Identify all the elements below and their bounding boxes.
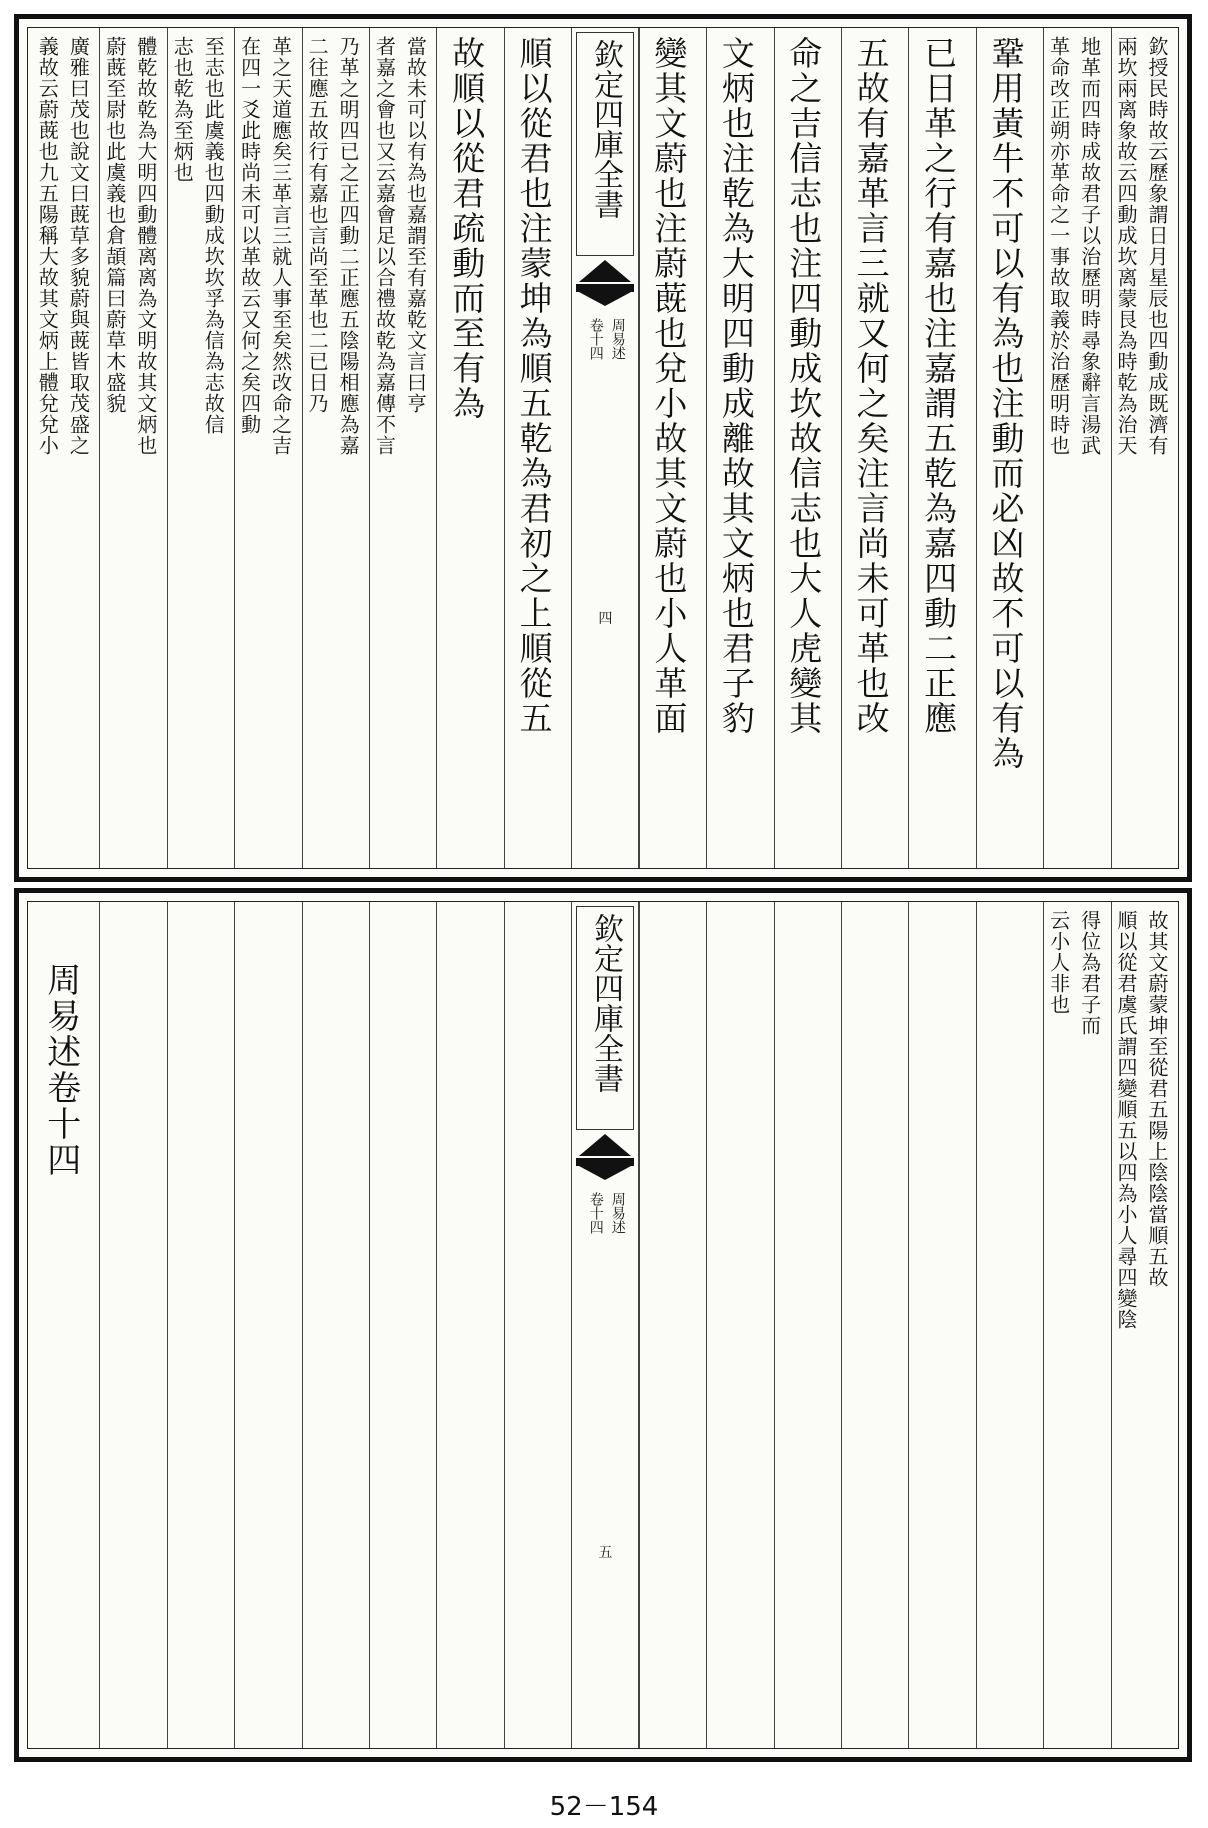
bottom-column-3 bbox=[976, 902, 1043, 1748]
annotation-right: 廣雅曰茂也說文曰蔇草多貌蔚與蔇皆取茂盛之 bbox=[66, 36, 91, 456]
bottom-fold-page: 五 bbox=[598, 1545, 613, 1561]
top-column-16 bbox=[99, 28, 166, 868]
top-banner-title: 欽定四庫全書 bbox=[588, 39, 624, 219]
annotation-left: 二往應五故行有嘉也言尚至革也二已日乃 bbox=[305, 36, 330, 414]
bottom-fishtail-lower bbox=[579, 1166, 631, 1180]
annotation-pair bbox=[236, 36, 296, 456]
bottom-banner-title: 欽定四庫全書 bbox=[588, 913, 624, 1093]
bottom-column-9 bbox=[571, 902, 638, 1748]
annotation-left: 在四一爻此時尚未可以革故云又何之矣四動 bbox=[237, 36, 262, 435]
bottom-column-5 bbox=[841, 902, 908, 1748]
annotation-right: 得位為君子而 bbox=[1077, 910, 1102, 1036]
annotation-left: 云小人非也 bbox=[1046, 910, 1071, 1015]
top-column-4 bbox=[908, 28, 975, 868]
top-fold-label bbox=[586, 318, 628, 360]
top-column-7 bbox=[706, 28, 773, 868]
bottom-fold-label bbox=[586, 1192, 628, 1234]
top-column-13 bbox=[302, 28, 369, 868]
top-column-8 bbox=[639, 28, 706, 868]
bottom-fishtail-mark bbox=[576, 1134, 633, 1174]
column-text: 變其文蔚也注蔚蔇也兌小故其文蔚也小人革面 bbox=[649, 36, 689, 736]
annotation-right: 欽授民時故云歷象謂日月星辰也四動成既濟有 bbox=[1145, 36, 1169, 456]
annotation-pair bbox=[1045, 910, 1105, 1036]
annotation-right: 故其文蔚蒙坤至從君五陽上陰陰當順五故 bbox=[1145, 910, 1169, 1288]
bottom-fishtail-band bbox=[576, 1158, 633, 1166]
annotation-left: 義故云蔚蔇也九五陽稱大故其文炳上體兌兌小 bbox=[35, 36, 60, 456]
top-fishtail-upper bbox=[579, 260, 631, 282]
top-column-3 bbox=[976, 28, 1043, 868]
annotation-left: 者嘉之會也又云嘉會足以合禮故乾為嘉傳不言 bbox=[372, 36, 397, 456]
top-column-10 bbox=[504, 28, 571, 868]
bottom-column-1 bbox=[1111, 902, 1178, 1748]
bottom-fishtail-upper bbox=[579, 1134, 631, 1156]
annotation-right: 體乾故乾為大明四動體离离為文明故其文炳也 bbox=[133, 36, 158, 456]
top-column-5 bbox=[841, 28, 908, 868]
top-fishtail-lower bbox=[579, 292, 631, 306]
bottom-column-13 bbox=[302, 902, 369, 1748]
bottom-column-4 bbox=[908, 902, 975, 1748]
top-column-12 bbox=[369, 28, 436, 868]
bottom-column-2 bbox=[1043, 902, 1110, 1748]
annotation-left: 革命改正朔亦革命之一事故取義於治歷明時也 bbox=[1046, 36, 1071, 456]
annotation-pair bbox=[370, 36, 430, 456]
top-fold-book: 周易述 bbox=[609, 318, 626, 360]
bottom-fold-book: 周易述 bbox=[609, 1192, 626, 1234]
column-text: 命之吉信志也注四動成坎故信志也大人虎變其 bbox=[784, 36, 824, 736]
annotation-left: 順以從君虞氏謂四變順五以四為小人尋四變陰 bbox=[1114, 910, 1138, 1330]
annotation-right: 革之天道應矣三革言三就人事至矣然改命之吉 bbox=[268, 36, 293, 456]
top-column-17 bbox=[32, 28, 99, 868]
bottom-leaf-text-frame bbox=[27, 901, 1179, 1749]
bottom-column-11 bbox=[436, 902, 503, 1748]
bottom-fold-chapter: 卷十四 bbox=[587, 1192, 604, 1234]
top-fishtail-band bbox=[576, 284, 633, 292]
top-column-2 bbox=[1043, 28, 1110, 868]
annotation-pair bbox=[33, 36, 93, 456]
annotation-pair bbox=[1112, 910, 1172, 1330]
column-text: 五故有嘉革言三就又何之矣注言尚未可革也改 bbox=[851, 36, 891, 736]
bottom-column-14 bbox=[234, 902, 301, 1748]
bottom-column-10 bbox=[504, 902, 571, 1748]
bottom-column-8 bbox=[639, 902, 706, 1748]
column-text: 已日革之行有嘉也注嘉謂五乾為嘉四動二正應 bbox=[919, 36, 959, 736]
annotation-left: 志也乾為至炳也 bbox=[170, 36, 195, 183]
annotation-pair bbox=[168, 36, 228, 435]
top-column-6 bbox=[774, 28, 841, 868]
bottom-column-16 bbox=[99, 902, 166, 1748]
annotation-right: 至志也此虞義也四動成坎坎孚為信為志故信 bbox=[201, 36, 226, 435]
annotation-pair bbox=[303, 36, 363, 456]
bottom-column-12 bbox=[369, 902, 436, 1748]
volume-title: 周易述卷十四 bbox=[40, 962, 81, 1178]
bottom-column-17 bbox=[32, 902, 99, 1748]
top-column-1 bbox=[1111, 28, 1178, 868]
annotation-right: 乃革之明四已之正四動二正應五陰陽相應為嘉 bbox=[336, 36, 361, 456]
bottom-leaf bbox=[14, 888, 1192, 1762]
annotation-pair bbox=[1112, 36, 1172, 456]
bottom-column-15 bbox=[167, 902, 234, 1748]
top-fold-chapter: 卷十四 bbox=[587, 318, 604, 360]
bottom-banner-box bbox=[576, 906, 633, 1130]
column-text: 故順以從君疏動而至有為 bbox=[447, 36, 487, 421]
top-fold-page: 四 bbox=[598, 611, 613, 627]
top-column-15 bbox=[167, 28, 234, 868]
top-leaf bbox=[14, 14, 1192, 882]
top-column-9 bbox=[571, 28, 638, 868]
annotation-right: 地革而四時成故君子以治歷明時尋象辭言湯武 bbox=[1077, 36, 1102, 456]
column-text: 鞏用黃牛不可以有為也注動而必凶故不可以有為 bbox=[986, 36, 1026, 771]
annotation-right: 當故未可以有為也嘉謂至有嘉乾文言曰亨 bbox=[403, 36, 428, 414]
top-column-14 bbox=[234, 28, 301, 868]
top-leaf-text-frame bbox=[27, 27, 1179, 869]
column-text: 順以從君也注蒙坤為順五乾為君初之上順從五 bbox=[514, 36, 554, 736]
page-number: 52－154 bbox=[549, 1792, 659, 1822]
top-column-11 bbox=[436, 28, 503, 868]
annotation-left: 兩坎兩离象故云四動成坎离蒙艮為時乾為治天 bbox=[1114, 36, 1138, 456]
top-fishtail-mark bbox=[576, 260, 633, 300]
annotation-pair bbox=[101, 36, 161, 456]
annotation-left: 蔚蔇至尉也此虞義也倉頡篇曰蔚草木盛貌 bbox=[102, 36, 127, 414]
annotation-pair bbox=[1045, 36, 1105, 456]
bottom-column-7 bbox=[706, 902, 773, 1748]
column-text: 文炳也注乾為大明四動成離故其文炳也君子豹 bbox=[716, 36, 756, 736]
bottom-column-6 bbox=[774, 902, 841, 1748]
top-banner-box bbox=[576, 32, 633, 256]
